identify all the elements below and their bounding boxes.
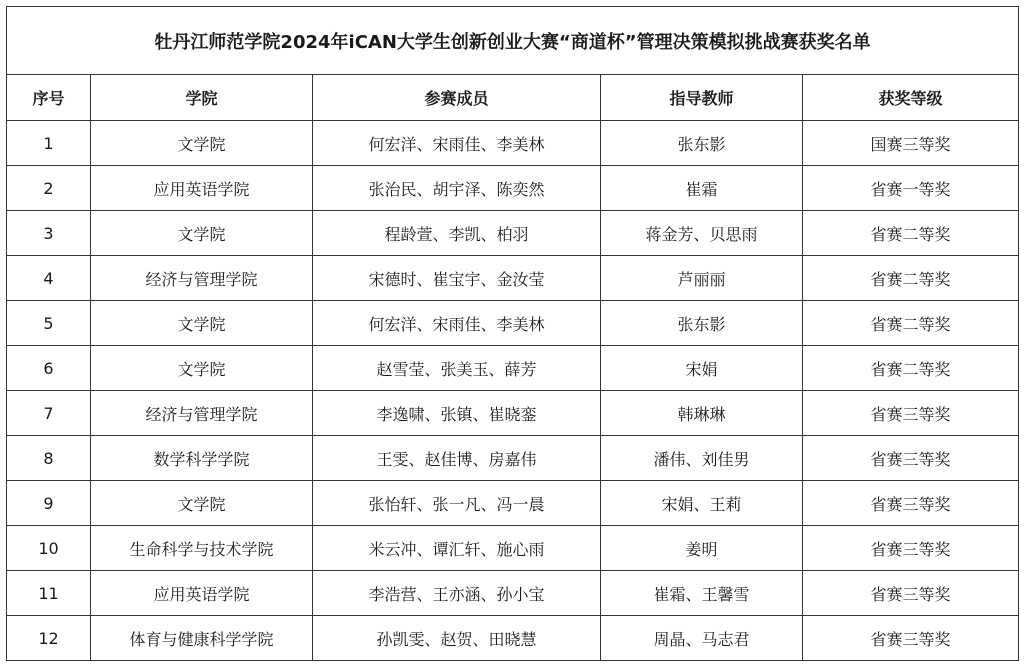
cell-index: 5: [7, 301, 91, 346]
table-row: [7, 166, 1019, 211]
award-table: [6, 6, 1019, 661]
cell-college: 经济与管理学院: [91, 391, 313, 436]
cell-college: 生命科学与技术学院: [91, 526, 313, 571]
header-college: 学院: [91, 75, 313, 121]
cell-index: 12: [7, 616, 91, 661]
title-row: [7, 7, 1019, 75]
table-row: [7, 391, 1019, 436]
table-row: [7, 211, 1019, 256]
cell-members: 赵雪莹、张美玉、薛芳: [313, 346, 601, 391]
cell-members: 孙凯雯、赵贺、田晓慧: [313, 616, 601, 661]
cell-award: 省赛二等奖: [803, 301, 1019, 346]
cell-college: 经济与管理学院: [91, 256, 313, 301]
cell-index: 3: [7, 211, 91, 256]
cell-advisor: 芦丽丽: [601, 256, 803, 301]
cell-advisor: 崔霜: [601, 166, 803, 211]
cell-members: 何宏洋、宋雨佳、李美林: [313, 301, 601, 346]
cell-award: 省赛三等奖: [803, 571, 1019, 616]
cell-advisor: 张东影: [601, 121, 803, 166]
header-index: 序号: [7, 75, 91, 121]
cell-advisor: 宋娟、王莉: [601, 481, 803, 526]
cell-members: 李逸啸、张镇、崔晓銮: [313, 391, 601, 436]
cell-index: 1: [7, 121, 91, 166]
cell-advisor: 蒋金芳、贝思雨: [601, 211, 803, 256]
cell-college: 文学院: [91, 301, 313, 346]
table-row: [7, 436, 1019, 481]
cell-advisor: 潘伟、刘佳男: [601, 436, 803, 481]
cell-advisor: 张东影: [601, 301, 803, 346]
cell-award: 省赛二等奖: [803, 256, 1019, 301]
cell-members: 宋德时、崔宝宇、金汝莹: [313, 256, 601, 301]
header-award: 获奖等级: [803, 75, 1019, 121]
cell-college: 数学科学学院: [91, 436, 313, 481]
cell-members: 李浩营、王亦涵、孙小宝: [313, 571, 601, 616]
cell-college: 应用英语学院: [91, 166, 313, 211]
cell-index: 11: [7, 571, 91, 616]
cell-award: 省赛二等奖: [803, 346, 1019, 391]
cell-index: 6: [7, 346, 91, 391]
cell-index: 7: [7, 391, 91, 436]
table-row: [7, 121, 1019, 166]
table-row: [7, 571, 1019, 616]
cell-members: 程龄萱、李凯、柏羽: [313, 211, 601, 256]
header-members: 参赛成员: [313, 75, 601, 121]
cell-college: 应用英语学院: [91, 571, 313, 616]
cell-members: 张怡轩、张一凡、冯一晨: [313, 481, 601, 526]
cell-award: 省赛三等奖: [803, 526, 1019, 571]
cell-award: 省赛三等奖: [803, 436, 1019, 481]
cell-award: 省赛三等奖: [803, 616, 1019, 661]
cell-advisor: 崔霜、王馨雪: [601, 571, 803, 616]
cell-index: 10: [7, 526, 91, 571]
cell-index: 9: [7, 481, 91, 526]
table-row: [7, 616, 1019, 661]
cell-index: 4: [7, 256, 91, 301]
cell-advisor: 宋娟: [601, 346, 803, 391]
table-row: [7, 256, 1019, 301]
cell-members: 张治民、胡宇泽、陈奕然: [313, 166, 601, 211]
cell-award: 省赛三等奖: [803, 481, 1019, 526]
cell-college: 文学院: [91, 211, 313, 256]
cell-advisor: 韩琳琳: [601, 391, 803, 436]
cell-award: 省赛二等奖: [803, 211, 1019, 256]
table-row: [7, 301, 1019, 346]
cell-award: 国赛三等奖: [803, 121, 1019, 166]
cell-award: 省赛三等奖: [803, 391, 1019, 436]
cell-members: 王雯、赵佳博、房嘉伟: [313, 436, 601, 481]
document-title: 牡丹江师范学院2024年iCAN大学生创新创业大赛“商道杯”管理决策模拟挑战赛获奖名单: [7, 7, 1019, 75]
cell-college: 文学院: [91, 346, 313, 391]
cell-award: 省赛一等奖: [803, 166, 1019, 211]
header-row: [7, 75, 1019, 121]
cell-members: 何宏洋、宋雨佳、李美林: [313, 121, 601, 166]
table-row: [7, 346, 1019, 391]
cell-advisor: 姜明: [601, 526, 803, 571]
cell-index: 2: [7, 166, 91, 211]
header-advisor: 指导教师: [601, 75, 803, 121]
award-list-document: [6, 6, 1018, 664]
cell-index: 8: [7, 436, 91, 481]
cell-college: 体育与健康科学学院: [91, 616, 313, 661]
cell-members: 米云冲、谭汇轩、施心雨: [313, 526, 601, 571]
cell-advisor: 周晶、马志君: [601, 616, 803, 661]
cell-college: 文学院: [91, 481, 313, 526]
cell-college: 文学院: [91, 121, 313, 166]
table-row: [7, 481, 1019, 526]
table-row: [7, 526, 1019, 571]
